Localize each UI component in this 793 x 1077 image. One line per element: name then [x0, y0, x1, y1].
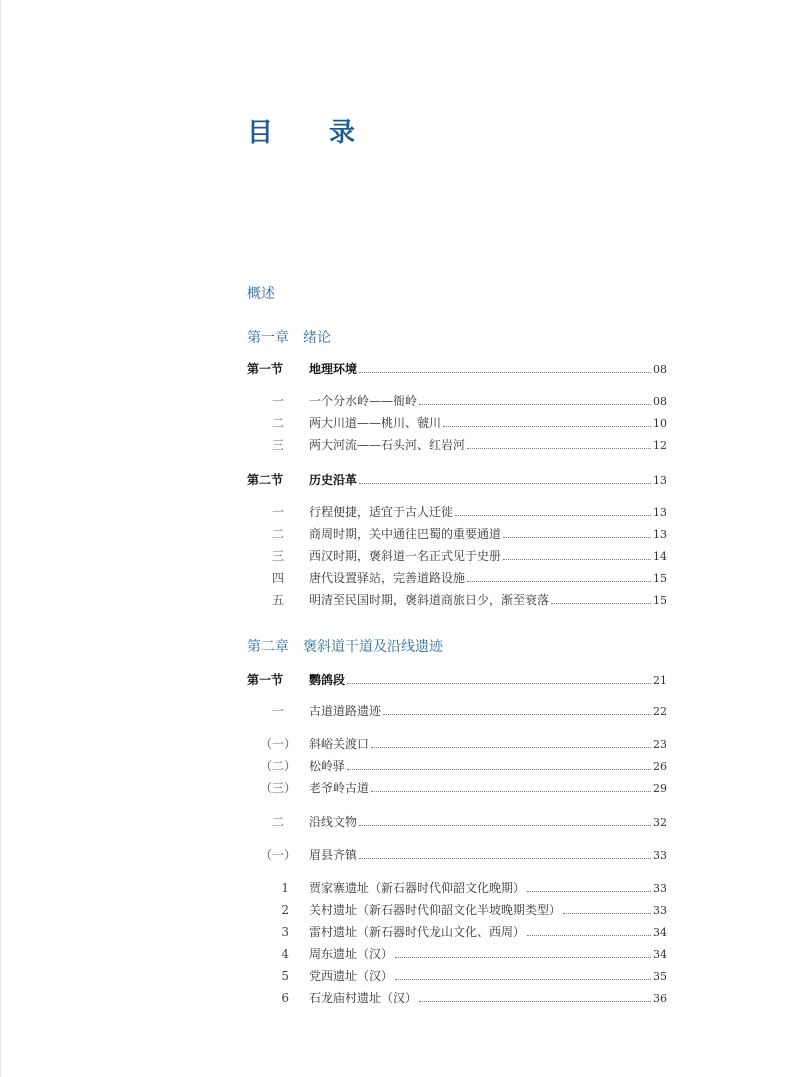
page-number: 10	[653, 417, 667, 430]
item-title: 商周时期，关中通往巴蜀的重要通道	[309, 527, 502, 541]
page-number: 15	[653, 572, 667, 585]
leader-dots	[527, 891, 651, 892]
leader-dots	[395, 957, 651, 958]
toc-item-row[interactable]	[247, 901, 667, 921]
item-title: 唐代设置驿站，完善道路设施	[309, 571, 466, 585]
page-number: 22	[653, 705, 667, 718]
item-label: 二	[271, 815, 284, 829]
page-number: 08	[653, 395, 667, 408]
toc-overview[interactable]: 概述	[247, 286, 275, 302]
toc-section-row[interactable]	[247, 671, 667, 691]
toc-item-row[interactable]	[247, 923, 667, 943]
section-label: 第二节	[247, 473, 284, 487]
item-title: 一个分水岭——衙岭	[309, 394, 418, 408]
chapter-number: 第一章	[247, 330, 289, 346]
section-label: 第一节	[247, 673, 284, 687]
chapter-title: 绪论	[303, 330, 331, 346]
page-number: 33	[653, 904, 667, 917]
page-number: 14	[653, 550, 667, 563]
section-title: 地理环境	[309, 362, 358, 376]
leader-dots	[503, 537, 651, 538]
title-char-1: 目	[247, 118, 274, 148]
chapter-title: 褒斜道干道及沿线遗迹	[303, 639, 443, 655]
item-label: 三	[271, 549, 284, 563]
item-label: 6	[281, 991, 289, 1005]
page-number: 12	[653, 439, 667, 452]
page-number: 32	[653, 816, 667, 829]
item-label: 一	[271, 394, 284, 408]
toc-item-row[interactable]	[247, 813, 667, 833]
toc-item-row[interactable]	[247, 779, 667, 799]
item-title: 两大河流——石头河、红岩河	[309, 438, 466, 452]
toc-item-row[interactable]	[247, 591, 667, 611]
page-number: 13	[653, 506, 667, 519]
item-title: 贾家寨遗址（新石器时代仰韶文化晚期）	[309, 881, 526, 895]
page-number: 13	[653, 474, 667, 487]
leader-dots	[347, 769, 651, 770]
page-edge	[0, 0, 1, 1077]
toc-item-row[interactable]	[247, 967, 667, 987]
leader-dots	[359, 825, 651, 826]
section-title: 历史沿革	[309, 473, 358, 487]
chapter-2-heading[interactable]	[247, 636, 443, 656]
page-number: 21	[653, 674, 667, 687]
leader-dots	[467, 581, 651, 582]
toc-item-row[interactable]	[247, 436, 667, 456]
toc-item-row[interactable]	[247, 879, 667, 899]
page-number: 34	[653, 926, 667, 939]
page-number: 34	[653, 948, 667, 961]
page-title	[247, 112, 356, 149]
leader-dots	[443, 426, 651, 427]
item-label: 2	[281, 903, 289, 917]
leader-dots	[503, 559, 651, 560]
item-label: 3	[281, 925, 289, 939]
item-title: 松岭驿	[309, 759, 346, 773]
page-number: 15	[653, 594, 667, 607]
toc-item-row[interactable]	[247, 702, 667, 722]
item-label: 二	[271, 416, 284, 430]
item-label: 4	[281, 947, 289, 961]
item-title: 石龙庙村遗址（汉）	[309, 991, 418, 1005]
page-number: 23	[653, 738, 667, 751]
toc-item-row[interactable]	[247, 945, 667, 965]
toc-item-row[interactable]	[247, 503, 667, 523]
chapter-1-heading[interactable]	[247, 327, 331, 347]
leader-dots	[563, 913, 651, 914]
item-title: 眉县齐镇	[309, 848, 358, 862]
item-label: 一	[271, 505, 284, 519]
leader-dots	[371, 747, 651, 748]
item-title: 老爷岭古道	[309, 781, 370, 795]
leader-dots	[359, 372, 651, 373]
toc-item-row[interactable]	[247, 846, 667, 866]
leader-dots	[383, 714, 651, 715]
item-title: 党西遗址（汉）	[309, 969, 394, 983]
leader-dots	[455, 515, 651, 516]
page-number: 29	[653, 782, 667, 795]
leader-dots	[371, 791, 651, 792]
leader-dots	[419, 1001, 651, 1002]
item-label: （三）	[259, 781, 296, 795]
leader-dots	[347, 683, 651, 684]
leader-dots	[359, 858, 651, 859]
item-label: 一	[271, 704, 284, 718]
item-title: 明清至民国时期，褒斜道商旅日少，渐至衰落	[309, 593, 550, 607]
page-number: 35	[653, 970, 667, 983]
title-char-2: 录	[329, 118, 356, 148]
toc-item-row[interactable]	[247, 392, 667, 412]
leader-dots	[467, 448, 651, 449]
toc-item-row[interactable]	[247, 757, 667, 777]
page-number: 33	[653, 882, 667, 895]
page-number: 08	[653, 363, 667, 376]
item-title: 两大川道——桃川、虢川	[309, 416, 442, 430]
leader-dots	[527, 935, 651, 936]
item-label: （二）	[259, 759, 296, 773]
item-title: 西汉时期，褒斜道一名正式见于史册	[309, 549, 502, 563]
page-number: 26	[653, 760, 667, 773]
toc-item-row[interactable]	[247, 569, 667, 589]
leader-dots	[395, 979, 651, 980]
toc-section-row[interactable]	[247, 360, 667, 380]
leader-dots	[551, 603, 651, 604]
item-title: 沿线文物	[309, 815, 358, 829]
toc-item-row[interactable]	[247, 989, 667, 1009]
item-title: 关村遗址（新石器时代仰韶文化半坡晚期类型）	[309, 903, 562, 917]
item-label: 五	[271, 593, 284, 607]
leader-dots	[419, 404, 651, 405]
toc-item-row[interactable]	[247, 525, 667, 545]
item-label: 二	[271, 527, 284, 541]
toc-item-row[interactable]	[247, 547, 667, 567]
section-title: 鹦鸽段	[309, 673, 346, 687]
page-number: 36	[653, 992, 667, 1005]
toc-item-row[interactable]	[247, 735, 667, 755]
item-label: 1	[281, 881, 289, 895]
item-title: 古道道路遗迹	[309, 704, 382, 718]
toc-section-row[interactable]	[247, 471, 667, 491]
item-title: 周东遗址（汉）	[309, 947, 394, 961]
item-label: （一）	[259, 737, 296, 751]
section-label: 第一节	[247, 362, 284, 376]
item-label: 三	[271, 438, 284, 452]
leader-dots	[359, 483, 651, 484]
toc-item-row[interactable]	[247, 414, 667, 434]
item-label: 四	[271, 571, 284, 585]
item-title: 行程便捷，适宜于古人迁徙	[309, 505, 454, 519]
chapter-number: 第二章	[247, 639, 289, 655]
item-title: 斜峪关渡口	[309, 737, 370, 751]
item-title: 雷村遗址（新石器时代龙山文化、西周）	[309, 925, 526, 939]
page-number: 13	[653, 528, 667, 541]
page-number: 33	[653, 849, 667, 862]
item-label: 5	[281, 969, 289, 983]
item-label: （一）	[259, 848, 296, 862]
